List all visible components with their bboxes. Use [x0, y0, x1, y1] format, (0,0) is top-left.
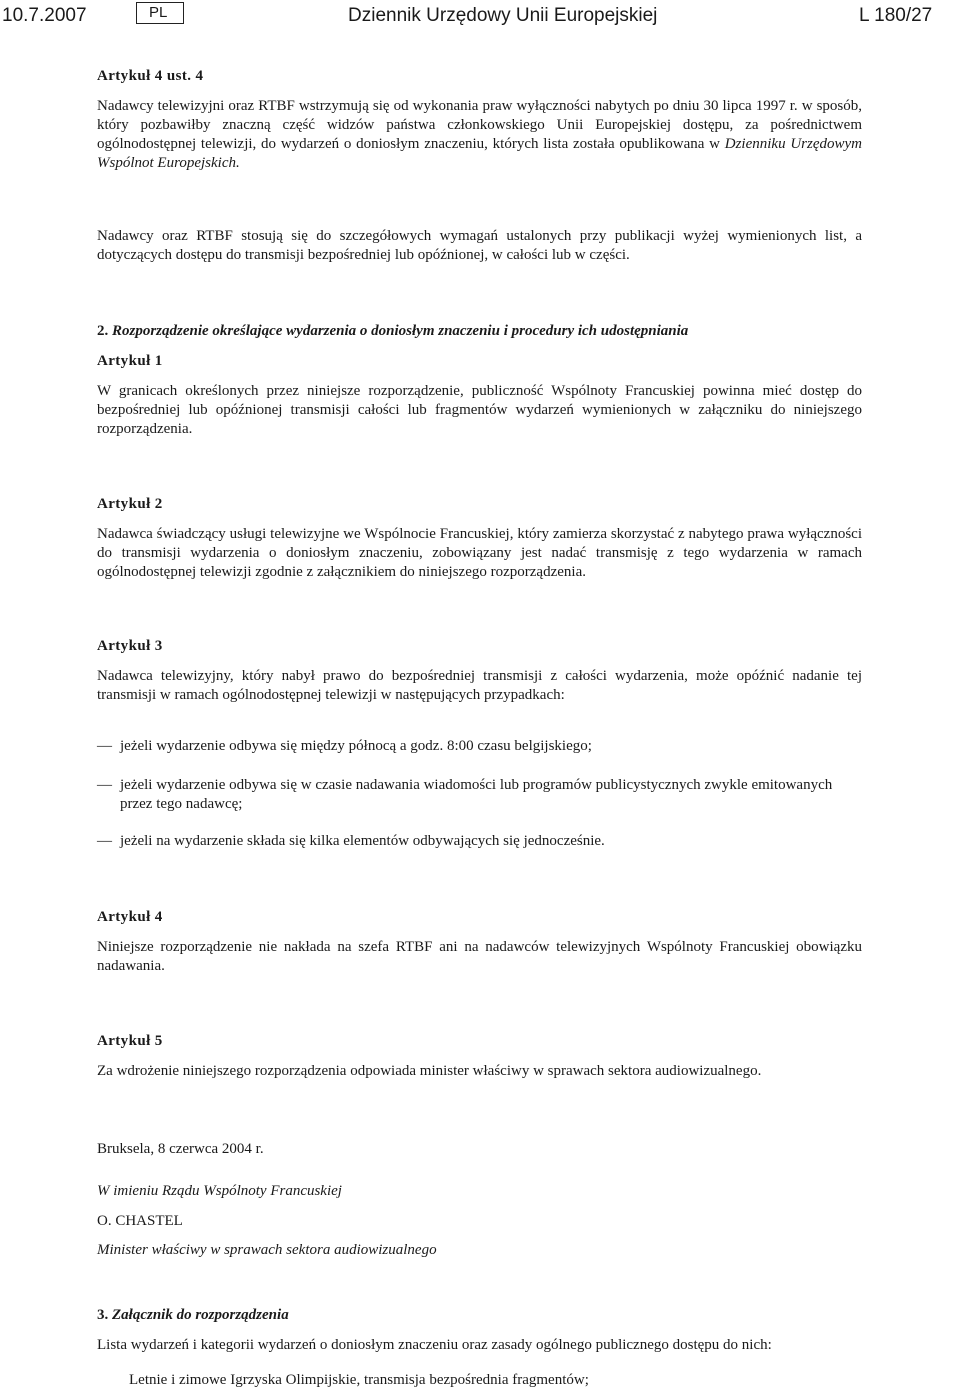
page-reference: L 180/27 [859, 5, 933, 26]
article-4-text: Niniejsze rozporządzenie nie nakłada na szefa RTBF ani na nadawców telewizyjnych Wspólnoty Francuskiej obowiązku nadawania. [97, 939, 862, 974]
article-5-heading: Artykuł 5 [97, 1033, 163, 1049]
article-3-text: Nadawca telewizyjny, który nabył prawo do bezpośredniej transmisji z całości wydarzenia, może opóźnić nadanie tej transmisji w ramach ogólnodostępnej telewizji w następujących przypadkach: [97, 668, 862, 703]
signatory-role: Minister właściwy w sprawach sektora audiowizualnego [97, 1242, 437, 1258]
section-3-number: 3. [97, 1307, 109, 1323]
article-1-text: W granicach określonych przez niniejsze rozporządzenie, publiczność Wspólnoty Francuskiej powinna mieć dostęp do bezpośredniej lub opóźnionej transmisji całości lub fragmentów wydarzeń wymienionych w załączniku do niniejszego rozporządzenia. [97, 383, 862, 437]
dash-bullet: — [97, 833, 112, 849]
language-badge: PL [136, 2, 184, 24]
section-2-heading [97, 322, 862, 341]
signature-on-behalf: W imieniu Rządu Wspólnoty Francuskiej [97, 1183, 342, 1199]
signatory-name: O. CHASTEL [97, 1213, 183, 1229]
article-2-heading: Artykuł 2 [97, 496, 163, 512]
article-2-text: Nadawca świadczący usługi telewizyjne we Wspólnocie Francuskiej, który zamierza skorzystać z nabytego prawa wyłączności do transmisji wydarzenia o doniosłym znaczeniu, zobowiązany jest nadać transmisję z tego wydarzenia w ramach ogólnodostępnej telewizji zgodnie z załącznikiem do niniejszego rozporządzenia. [97, 526, 862, 580]
list-item [97, 737, 862, 756]
article-4-heading: Artykuł 4 [97, 909, 163, 925]
section-3-heading [97, 1306, 862, 1325]
list-item [97, 776, 862, 814]
annex-first-item: Letnie i zimowe Igrzyska Olimpijskie, transmisja bezpośrednia fragmentów; [129, 1372, 589, 1388]
section-2-title: Rozporządzenie określające wydarzenia o doniosłym znaczeniu i procedury ich udostępniania [112, 323, 689, 339]
list-item-text: jeżeli wydarzenie odbywa się w czasie nadawania wiadomości lub programów publicystycznych zwykle emitowanych przez tego nadawcę; [120, 777, 833, 812]
article-4-4-paragraph-1-text: Nadawcy telewizyjni oraz RTBF wstrzymują się od wykonania praw wyłączności nabytych po dniu 30 lipca 1997 r. w sposób, który pozbawiłby znaczną część widzów państwa członkowskiego Unii Europejskiej dostępu, za pośrednictwem ogólnodostępnej telewizji, do wydarzeń o doniosłym znaczeniu, których lista została opublikowana w [97, 98, 862, 152]
article-4-4-paragraph-1 [97, 97, 862, 173]
section-3-title: Załącznik do rozporządzenia [112, 1307, 289, 1323]
annex-intro: Lista wydarzeń i kategorii wydarzeń o doniosłym znaczeniu oraz zasady ogólnego publicznego dostępu do nich: [97, 1337, 772, 1353]
section-2-number: 2. [97, 323, 109, 339]
journal-title: Dziennik Urzędowy Unii Europejskiej [348, 5, 658, 26]
dash-bullet: — [97, 738, 112, 754]
publication-date: 10.7.2007 [2, 5, 87, 26]
list-item-text: jeżeli wydarzenie odbywa się między północą a godz. 8:00 czasu belgijskiego; [120, 738, 592, 754]
article-5-text: Za wdrożenie niniejszego rozporządzenia odpowiada minister właściwy w sprawach sektora audiowizualnego. [97, 1063, 762, 1079]
list-item [97, 832, 862, 851]
article-4-4-heading: Artykuł 4 ust. 4 [97, 68, 204, 84]
signature-place-date: Bruksela, 8 czerwca 2004 r. [97, 1141, 264, 1157]
article-4-4-paragraph-2: Nadawcy oraz RTBF stosują się do szczegółowych wymagań ustalonych przy publikacji wyżej wymienionych list, a dotyczących dostępu do transmisji bezpośredniej lub opóźnionej, w całości lub w części. [97, 228, 862, 263]
article-1-heading: Artykuł 1 [97, 353, 163, 369]
list-item-text: jeżeli na wydarzenie składa się kilka elementów odbywających się jednocześnie. [120, 833, 605, 849]
page-header [0, 2, 960, 28]
dash-bullet: — [97, 777, 112, 793]
article-3-heading: Artykuł 3 [97, 638, 163, 654]
official-journal-reference: Dzienniku Urzędowym Wspólnot Europejskich. [97, 136, 862, 171]
